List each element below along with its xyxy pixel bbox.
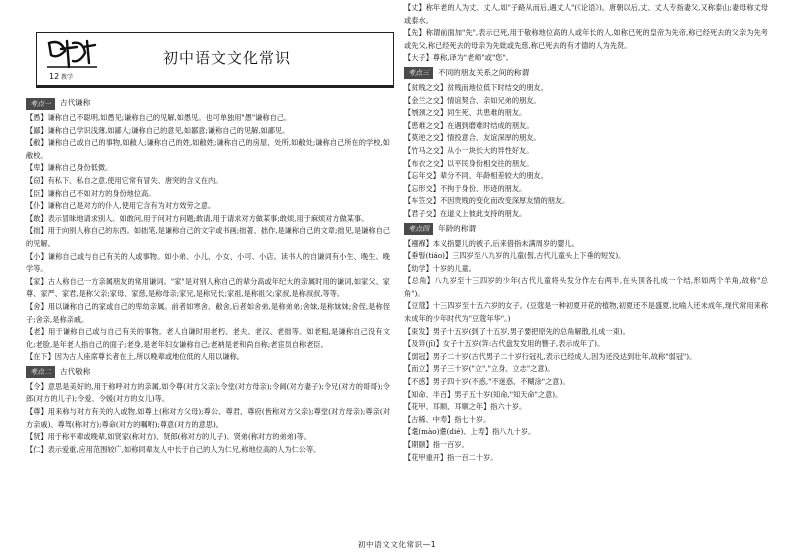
page-footer: 初中语文文化常识—1: [357, 540, 437, 549]
section-tag: 考点二: [26, 366, 55, 378]
term-entry: 【刎颈之交】同生死、共患难的朋友。: [404, 108, 527, 118]
term-entry: 【花甲重开】指一百二十岁。: [404, 452, 498, 462]
term-entry: 【仆】谦称自己是对方的仆人,使用它含有为对方效劳之意。: [26, 201, 216, 211]
term-entry: 【先】称谓前面加"先",表示已死,用于敬称地位高的人或年长的人,如称已死的皇帝为先帝,称已经死去的父亲为先考或先父,称已经死去的母亲为先妣或先慈,称已死去的有才德的人为先贤。: [404, 28, 768, 50]
term-entry: 【总角】八九岁至十三四岁的少年(古代儿童将头发分作左右两半,在头顶各扎成一个结,形如两个羊角,故称"总角")。: [404, 276, 768, 298]
term-entry: 【令】意思是美好的,用于称呼对方的亲属,如令尊(对方父亲);令堂(对方母亲);令阃(对方妻子);令兄(对方的哥哥);令郎(对方的儿子);令爱、令媛(对方的女儿)等。: [26, 381, 390, 404]
term-entry: 【不惑】男子四十岁(不惑,"不迷惑、不糊涂"之意)。: [404, 377, 570, 387]
term-entry: 【贤】用于称平辈或晚辈,如贤家(称对方)、贤郎(称对方的儿子)、贤弟(称对方的弟弟)等。: [26, 432, 312, 442]
term-entry: 【臣】谦称自己不如对方的身份地位高。: [26, 188, 156, 198]
term-entry: 【耄(mào)耋(dié)、上寿】指八九十岁。: [404, 427, 536, 437]
term-entry: 【花甲、耳顺、耳顺之年】指六十岁。: [404, 402, 527, 412]
term-entry: 【家】古人称自己一方亲属朋友的常用谦词。"家"是对别人称自己的辈分高或年纪大的亲属时用的谦词,如家父、家尊、家严、家君,是称父亲;家母、家慈,是称母亲;家兄,是称兄长;家祖,是称祖父;家叔,是称叔叔,等等。: [26, 276, 390, 299]
term-entry: 【君子交】在道义上彼此支持的朋友。: [404, 208, 527, 218]
svg-text:12: 12: [49, 72, 60, 81]
term-entry: 【敢】表示冒昧地请求别人。如敢问,用于问对方问题;敢请,用于请求对方做某事;敢烦,用于麻烦对方做某事。: [26, 213, 369, 223]
term-entry: 【舍】用以谦称自己的家或自己的卑幼亲属。前者如寒舍、敝舍,后者如舍弟,是称弟弟;舍妹,是称妹妹;舍侄,是称侄子;舍亲,是称亲戚。: [26, 301, 390, 324]
right-column: [404, 2, 768, 538]
term-entry: 【贫贱之交】贫贱而地位低下时结交的朋友。: [404, 82, 548, 92]
left-entries: [26, 95, 390, 456]
term-entry: 【车笠交】不因贵贱的变化而改变深厚友情的朋友。: [404, 196, 570, 206]
term-entry: 【莫逆之交】情投意合、友谊深厚的朋友。: [404, 133, 541, 143]
term-entry: 【而立】男子三十岁("立","立身、立志"之意)。: [404, 364, 555, 374]
term-entry: 【忘年交】辈分不同、年龄相差较大的朋友。: [404, 171, 548, 181]
left-column: [26, 0, 390, 540]
section-title: 不同的朋友关系之间的称谓: [438, 68, 530, 78]
term-entry: 【束发】男子十五岁(到了十五岁,男子要把原先的总角解散,扎成一束)。: [404, 326, 630, 336]
term-entry: 【丈】称年老的人为丈、丈人,如"子路从而后,遇丈人"(《论语》)。唐朝以后,丈、丈人专指妻父,又称泰山;妻母称丈母或泰水。: [404, 3, 768, 25]
section-tag: 考点三: [404, 67, 433, 79]
term-entry: 【弱冠】男子二十岁(古代男子二十岁行冠礼,表示已经成人,因为还没达到壮年,故称"弱冠")。: [404, 351, 697, 361]
term-entry: 【豆蔻】十三四岁至十五六岁的女子。(豆蔻是一种初夏开花的植物,初夏还不是盛夏,比喻人还未成年,现代常用来称未成年的少年时代为"豆蔻年华"。): [404, 301, 768, 324]
svg-text:教学: 教学: [61, 74, 74, 81]
section-title: 古代谦称: [60, 98, 91, 108]
page-title: 初中语文文化常识: [163, 49, 292, 67]
term-entry: 【垂髫(tiáo)】三四岁至八九岁的儿童(髫,古代儿童头上下垂的短发)。: [404, 251, 626, 261]
term-entry: 【拙】用于向别人称自己的东西。如拙笔,是谦称自己的文字或书画;拙著、拙作,是谦称自己的文章;拙见,是谦称自己的见解。: [26, 226, 390, 248]
term-entry: 【期颐】指一百岁。: [404, 440, 469, 449]
term-entry: 【在下】因为古人座席尊长者在上,所以晚辈或地位低的人用以谦称。: [26, 352, 244, 362]
section-heading: [26, 365, 390, 380]
term-entry: 【布衣之交】以平民身份相交往的朋友。: [404, 158, 534, 168]
term-entry: 【窃】有私下、私自之意,使用它常有冒失、唐突的含义在内。: [26, 175, 223, 185]
section-heading: [26, 96, 390, 111]
term-entry: 【尊】用来称与对方有关的人或物,如尊上(称对方父母);尊公、尊君、尊府(皆称对方父亲);尊堂(对方母亲);尊亲(对方亲戚)、尊驾(称对方);尊命(对方的嘱咐);尊意(对方的意思)。: [26, 407, 390, 429]
term-entry: 【襁褓】本义指婴儿的被子,后来借指未满周岁的婴儿。: [404, 238, 579, 248]
term-entry: 【幼学】十岁的儿童。: [404, 263, 476, 273]
term-entry: 【大子】尊称,译为"老师"或"您"。: [404, 53, 513, 63]
term-entry: 【忘形交】不拘于身份、形迹的朋友。: [404, 183, 527, 193]
term-entry: 【敝】谦称自己或自己的事物,如敝人;谦称自己的姓,如敝姓;谦称自己的房屋、处所,如敝处;谦称自己所在的学校,如敝校。: [26, 138, 390, 160]
term-entry: 【金兰之交】情谊契合、亲如兄弟的朋友。: [404, 95, 541, 105]
term-entry: 【古稀、中寿】指七十岁。: [404, 414, 491, 424]
term-entry: 【竹马之交】从小一块长大的异性好友。: [404, 145, 534, 155]
term-entry: 【知命、半百】男子五十岁(知命,"知天命"之意)。: [404, 389, 563, 399]
term-entry: 【愚】谦称自己不聪明,如愚见;谦称自己的见解,如愚见。也可单独用"愚"谦称自己。: [26, 113, 292, 122]
section-tag: 考点一: [26, 98, 55, 110]
term-entry: 【鄙】谦称自己学识浅薄,如鄙人;谦称自己的意见,如鄙意;谦称自己的见解,如鄙见。: [26, 125, 290, 135]
section-heading: [404, 222, 768, 237]
term-entry: 【老】用于谦称自己或与自己有关的事物。老人自谦时用老朽、老夫、老汉、老拙等。如老粗,是谦称自己没有文化;老脸,是年老人指自己的面子;老身,是老年妇女谦称自己;老衲是老和尚自称;老宦员自称老臣。: [26, 327, 390, 349]
term-entry: 【及笄(jī)】女子十五岁(笄:古代盘发发用的簪子,表示成年了)。: [404, 339, 605, 349]
section-heading: [404, 66, 768, 81]
term-entry: 【小】谦称自己或与自己有关的人或事物。如小弟、小儿、小女、小可、小店。读书人的自谦词有小生、晚生、晚学等。: [26, 251, 390, 274]
section-title: 古代敬称: [60, 367, 91, 377]
section-title: 年龄的称谓: [438, 223, 476, 233]
right-entries: [404, 2, 768, 464]
term-entry: 【仁】表示爱重,应用范围较广,如称同辈友人中长于自己的人为仁兄,称地位高的人为仁公等。: [26, 444, 321, 454]
term-entry: 【患难之交】在遇到磨难时结成的朋友。: [404, 120, 534, 130]
term-entry: 【卑】谦称自己身份低微。: [26, 163, 113, 173]
section-tag: 考点四: [404, 223, 433, 235]
